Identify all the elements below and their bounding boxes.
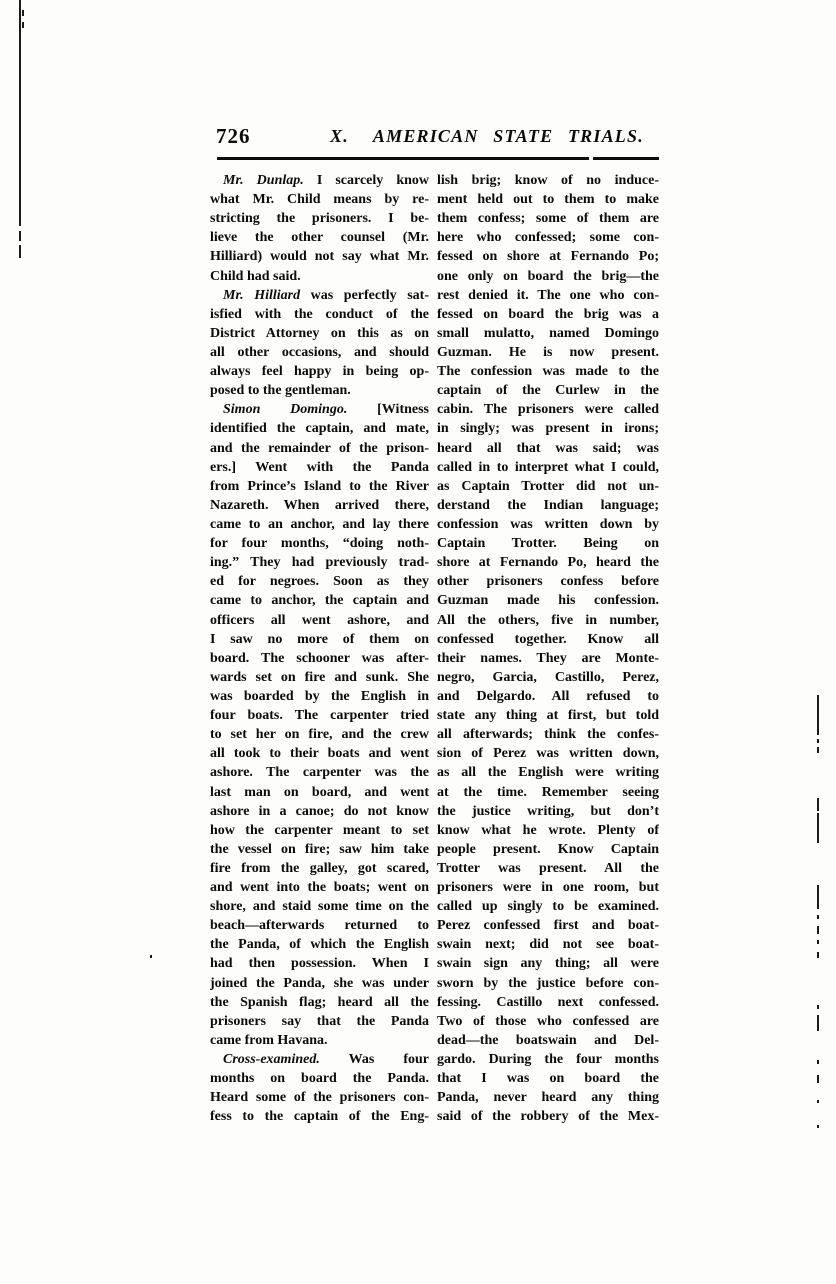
text-line: Mr. Dunlap. I scarcely know	[223, 173, 429, 188]
text-line: called up singly to be examined.	[437, 899, 659, 915]
text-line: Simon Domingo. [Witness	[223, 402, 429, 418]
text-line: shore at Fernando Po, heard the	[437, 555, 659, 571]
text-line: lish brig; know of no induce-	[437, 173, 659, 188]
scan-artifact	[19, 231, 21, 241]
text-line: said of the robbery of the Mex-	[437, 1109, 659, 1125]
scan-artifact	[817, 915, 819, 919]
text-line: all took to their boats and went	[210, 746, 429, 762]
text-line: posed to the gentleman.	[210, 383, 351, 399]
scan-artifact	[817, 1100, 819, 1103]
scan-artifact	[22, 10, 24, 16]
text-line: Perez confessed first and boat-	[437, 918, 659, 934]
text-line: beach—afterwards returned to	[210, 918, 429, 934]
text-line: the justice writing, but don’t	[437, 803, 659, 819]
text-line: District Attorney on this as on	[210, 325, 429, 341]
scan-artifact	[817, 1060, 819, 1064]
text-line: for four months, “doing noth-	[210, 536, 429, 552]
text-line: gardo. During the four months	[437, 1052, 659, 1068]
text-line: officers all went ashore, and	[210, 612, 429, 628]
text-line: here who confessed; some con-	[437, 230, 659, 246]
text-line: prisoners were in one room, but	[437, 880, 659, 896]
text-line: small mulatto, named Domingo	[437, 325, 659, 341]
scan-artifact	[817, 952, 819, 958]
text-line: Heard some of the prisoners con-	[210, 1090, 429, 1106]
text-line: board. The schooner was after-	[210, 650, 429, 666]
text-line: and Delgardo. All refused to	[437, 688, 659, 704]
text-line: called in to interpret what I could,	[437, 459, 659, 475]
scan-artifact	[817, 885, 819, 909]
text-line: fess to the captain of the Eng-	[210, 1109, 429, 1125]
text-line: them confess; some of them are	[437, 211, 659, 227]
text-line: swain next; did not see boat-	[437, 937, 659, 953]
text-line: Cross-examined. Was four	[223, 1052, 429, 1068]
text-line: sion of Perez was written down,	[437, 746, 659, 762]
text-line: was boarded by the English in	[210, 688, 429, 704]
text-line: know what he wrote. Plenty of	[437, 822, 659, 838]
scan-artifact	[817, 1005, 819, 1009]
text-line: Guzman made his confession.	[437, 593, 659, 609]
right-column	[437, 171, 659, 1126]
text-line: ment held out to them to make	[437, 192, 659, 208]
text-line: Captain Trotter. Being on	[437, 536, 659, 552]
text-line: fessed on board the brig was a	[437, 306, 659, 322]
text-line: one only on board the brig—the	[437, 268, 659, 284]
scan-artifact	[817, 747, 819, 753]
text-line: lieve the other counsel (Mr.	[210, 230, 429, 246]
text-line: last man on board, and went	[210, 784, 429, 800]
text-line: Trotter was present. All the	[437, 860, 659, 876]
scan-artifact	[817, 1125, 819, 1128]
text-line: and went into the boats; went on	[210, 880, 429, 896]
text-line: as all the English were writing	[437, 765, 659, 781]
text-line: I saw no more of them on	[210, 631, 429, 647]
text-line: swain sign any thing; all were	[437, 956, 659, 972]
text-line: how the carpenter meant to set	[210, 822, 429, 838]
text-line: the vessel on fire; saw him take	[210, 841, 429, 857]
text-line: confessed together. Know all	[437, 631, 659, 647]
text-line: to set her on fire, and the crew	[210, 727, 429, 743]
text-line: Guzman. He is now present.	[437, 344, 659, 360]
text-line: ing.” They had previously trad-	[210, 555, 429, 571]
scan-artifact	[817, 1015, 819, 1031]
text-line: people present. Know Captain	[437, 841, 659, 857]
text-line: isfied with the conduct of the	[210, 306, 429, 322]
text-line: rest denied it. The one who con-	[437, 287, 659, 303]
scan-artifact	[817, 739, 819, 743]
text-line: in singly; was present in irons;	[437, 421, 659, 437]
text-line: stricting the prisoners. I be-	[210, 211, 429, 227]
text-line: The confession was made to the	[437, 364, 659, 380]
scan-artifact	[817, 813, 819, 843]
text-line: the Spanish flag; heard all the	[210, 994, 429, 1010]
running-head	[330, 126, 644, 147]
text-line: Mr. Hilliard was perfectly sat-	[223, 287, 429, 303]
text-line: dead—the boatswain and Del-	[437, 1032, 659, 1048]
text-line: wards set on fire and sunk. She	[210, 669, 429, 685]
scan-artifact	[19, 0, 21, 226]
text-line: the Panda, of which the English	[210, 937, 429, 953]
scan-artifact	[150, 955, 152, 958]
text-line: at the time. Remember seeing	[437, 784, 659, 800]
text-line: months on board the Panda.	[210, 1071, 429, 1087]
text-line: joined the Panda, she was under	[210, 975, 429, 991]
text-line: Child had said.	[210, 268, 301, 284]
text-line: Hilliard) would not say what Mr.	[210, 249, 429, 265]
text-line: state any thing at first, but told	[437, 708, 659, 724]
scan-artifact	[817, 695, 819, 735]
text-line: identified the captain, and mate,	[210, 421, 429, 437]
text-line: came to anchor, the captain and	[210, 593, 429, 609]
text-line: shore, and staid some time on the	[210, 899, 429, 915]
text-line: ashore. The carpenter was the	[210, 765, 429, 781]
text-line: ashore in a canoe; do not know	[210, 803, 429, 819]
text-line: fessed on shore at Fernando Po;	[437, 249, 659, 265]
left-column	[210, 171, 429, 1126]
text-line: ers.] Went with the Panda	[210, 459, 429, 475]
text-line: their names. They are Monte-	[437, 650, 659, 666]
text-line: ed for negroes. Soon as they	[210, 574, 429, 590]
text-line: came from Havana.	[210, 1032, 328, 1048]
header-rule	[217, 157, 659, 160]
text-line: all afterwards; think the confes-	[437, 727, 659, 743]
text-line: four boats. The carpenter tried	[210, 708, 429, 724]
text-line: Nazareth. When arrived there,	[210, 497, 429, 513]
text-line: had then possession. When I	[210, 956, 429, 972]
text-line: fire from the galley, got scared,	[210, 860, 429, 876]
text-line: captain of the Curlew in the	[437, 383, 659, 399]
scan-artifact	[19, 245, 21, 258]
text-line: as Captain Trotter did not un-	[437, 478, 659, 494]
text-line: confession was written down by	[437, 516, 659, 532]
text-line: what Mr. Child means by re-	[210, 192, 429, 208]
scan-artifact	[22, 22, 24, 28]
page-number: 726	[216, 124, 251, 148]
scan-artifact	[817, 940, 819, 944]
running-head-section: X.	[330, 126, 349, 146]
text-line: all other occasions, and should	[210, 344, 429, 360]
text-line: heard all that was said; was	[437, 440, 659, 456]
scan-artifact	[817, 926, 819, 934]
text-line: prisoners say that the Panda	[210, 1013, 429, 1029]
text-line: fessing. Castillo next confessed.	[437, 994, 659, 1010]
text-line: All the others, five in number,	[437, 612, 659, 628]
scan-artifact	[817, 798, 819, 811]
text-line: Panda, never heard any thing	[437, 1090, 659, 1106]
text-line: negro, Garcia, Castillo, Perez,	[437, 669, 659, 685]
scan-artifact	[817, 1075, 819, 1083]
text-line: Two of those who confessed are	[437, 1013, 659, 1029]
text-line: sworn by the justice before con-	[437, 975, 659, 991]
text-line: derstand the Indian language;	[437, 497, 659, 513]
text-line: cabin. The prisoners were called	[437, 402, 659, 418]
running-head-title: AMERICAN STATE TRIALS.	[372, 126, 644, 146]
text-line: always feel happy in being op-	[210, 364, 429, 380]
text-line: from Prince’s Island to the River	[210, 478, 429, 494]
text-line: that I was on board the	[437, 1071, 659, 1087]
text-line: and the remainder of the prison-	[210, 440, 429, 456]
text-line: came to an anchor, and lay there	[210, 516, 429, 532]
text-line: other prisoners confess before	[437, 574, 659, 590]
